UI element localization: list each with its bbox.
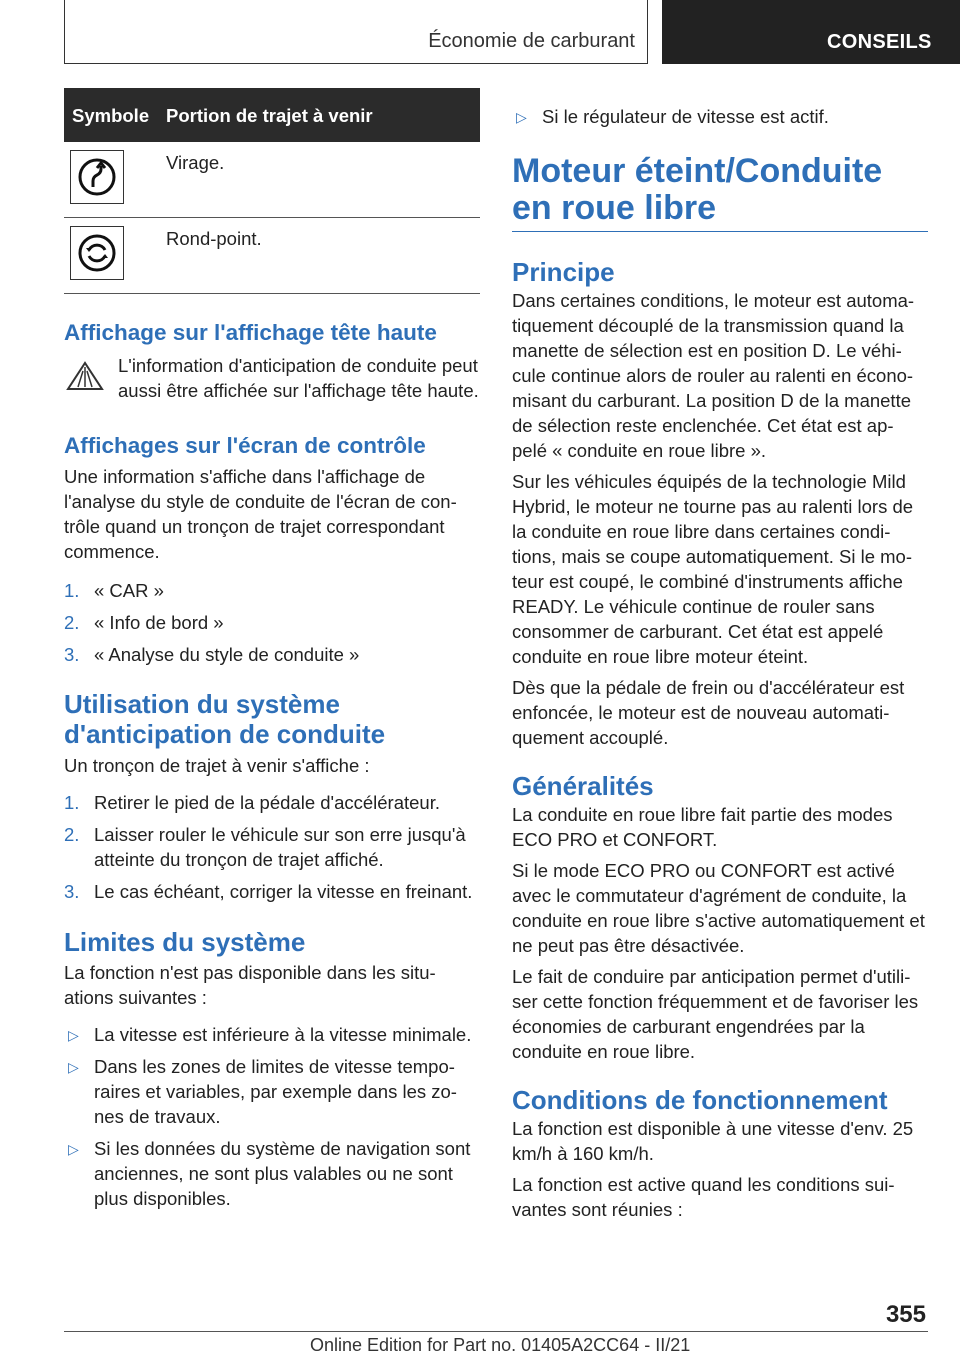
left-column bbox=[64, 88, 480, 1211]
conditions-heading: Conditions de fonctionnement bbox=[512, 1085, 888, 1115]
principle-heading: Principe bbox=[512, 257, 615, 287]
table-row bbox=[64, 142, 480, 218]
control-steps bbox=[64, 578, 480, 667]
chapter-tab[interactable] bbox=[662, 0, 960, 64]
general-p1: La conduite en roue libre fait partie des modes ECO PRO et CONFORT. bbox=[512, 804, 893, 850]
list-item: 1. Retirer le pied de la pédale d'accélérateur. bbox=[64, 792, 440, 813]
list-item: 2. « Info de bord » bbox=[64, 612, 224, 633]
hud-heading: Affichage sur l'affichage tête haute bbox=[64, 320, 437, 345]
footer-divider bbox=[64, 1331, 928, 1332]
curve-road-icon bbox=[70, 150, 124, 204]
control-heading: Affichages sur l'écran de contrôle bbox=[64, 433, 426, 458]
main-heading-block bbox=[512, 153, 928, 232]
list-item: 2. Laisser rouler le véhicule sur son erre jusqu'à atteinte du tronçon de trajet affiché. bbox=[64, 824, 466, 870]
list-item: ▷ Si le régulateur de vitesse est actif. bbox=[512, 104, 928, 129]
hud-text: L'information d'anticipation de conduite peut aussi être affichée sur l'affichage tête haute. bbox=[118, 355, 479, 401]
limits-items bbox=[64, 1022, 480, 1211]
principle-p1: Dans certaines conditions, le moteur est automa-tiquement découplé de la transmission quand la manette de sélection est en position D. Le véhi-cule continue alors de rouler au ralenti en écono-misant du carburant. La position D de la manette de sélection reste enclenchée. Cet état est ap-pelé « conduite en roue libre ». bbox=[512, 290, 915, 461]
page-number: 355 bbox=[885, 1301, 926, 1328]
list-item: 1. « CAR » bbox=[64, 580, 164, 601]
principle-p3: Dès que la pédale de frein ou d'accélérateur est enfoncée, le moteur est de nouveau automati-quement accouplé. bbox=[512, 677, 905, 748]
triangle-bullet-icon: ▷ bbox=[68, 1059, 79, 1075]
chapter-tab-label: CONSEILS bbox=[827, 31, 932, 53]
main-heading: Moteur éteint/Conduite en roue libre bbox=[512, 152, 883, 227]
table-row bbox=[64, 218, 480, 294]
list-item: ▷ Dans les zones de limites de vitesse tempo-raires et variables, par exemple dans les zo-nes de travaux. bbox=[68, 1056, 457, 1127]
conditions-p2: La fonction est active quand les conditions sui-vantes sont réunies : bbox=[512, 1174, 895, 1220]
limits-heading: Limites du système bbox=[64, 927, 306, 957]
symbol-table bbox=[64, 88, 480, 294]
table-cell-text: Virage. bbox=[160, 142, 480, 218]
conditions-p1: La fonction est disponible à une vitesse d'env. 25 km/h à 160 km/h. bbox=[512, 1118, 914, 1164]
triangle-bullet-icon: ▷ bbox=[68, 1141, 79, 1157]
principle-p2: Sur les véhicules équipés de la technologie Mild Hybrid, le moteur ne tourne pas au ralenti lors de la conduite en roue libre dans certaines condi-tions, mais se coupe automatiquement. Si le mo-teur est coupé, le combiné d'instruments affiche READY. Le véhicule continue de rouler sans consommer de carburant. Cet état est appelé conduite en roue libre moteur éteint. bbox=[512, 471, 914, 667]
use-heading: Utilisation du système d'anticipation de conduite bbox=[64, 689, 386, 749]
table-header-portion: Portion de trajet à venir bbox=[160, 88, 480, 142]
table-cell-text: Rond-point. bbox=[160, 218, 480, 294]
table-header-symbol: Symbole bbox=[64, 88, 160, 142]
general-p2: Si le mode ECO PRO ou CONFORT est activé avec le commutateur d'agrément de conduite, la conduite en roue libre s'active automatiquement et ne peut pas être désactivée. bbox=[512, 860, 925, 956]
right-first-list bbox=[512, 104, 928, 129]
list-item: 3. « Analyse du style de conduite » bbox=[64, 644, 360, 665]
hud-paragraph bbox=[64, 353, 480, 403]
right-column bbox=[512, 104, 928, 1222]
head-up-display-icon bbox=[64, 357, 106, 393]
control-text: Une information s'affiche dans l'affichage de l'analyse du style de conduite de l'écran de con-trôle quand un tronçon de trajet correspondant commence. bbox=[64, 466, 457, 562]
roundabout-icon bbox=[70, 226, 124, 280]
limits-text: La fonction n'est pas disponible dans les situ-ations suivantes : bbox=[64, 962, 436, 1008]
footer-edition: Online Edition for Part no. 01405A2CC64 - II/21 bbox=[310, 1335, 691, 1355]
triangle-bullet-icon: ▷ bbox=[516, 109, 527, 125]
use-steps bbox=[64, 790, 480, 904]
list-item: 3. Le cas échéant, corriger la vitesse en freinant. bbox=[64, 881, 473, 902]
header-box bbox=[64, 0, 648, 64]
general-heading: Généralités bbox=[512, 771, 654, 801]
triangle-bullet-icon: ▷ bbox=[68, 1027, 79, 1043]
use-text: Un tronçon de trajet à venir s'affiche : bbox=[64, 755, 370, 776]
general-p3: Le fait de conduire par anticipation permet d'utili-ser cette fonction fréquemment et de favoriser les économies de carburant engendrées par la conduite en roue libre. bbox=[512, 966, 919, 1062]
list-item: ▷ Si les données du système de navigation sont anciennes, ne sont plus valables ou ne sont plus disponibles. bbox=[68, 1138, 471, 1209]
section-title: Économie de carburant bbox=[428, 30, 635, 52]
list-item: ▷ La vitesse est inférieure à la vitesse minimale. bbox=[64, 1022, 480, 1047]
